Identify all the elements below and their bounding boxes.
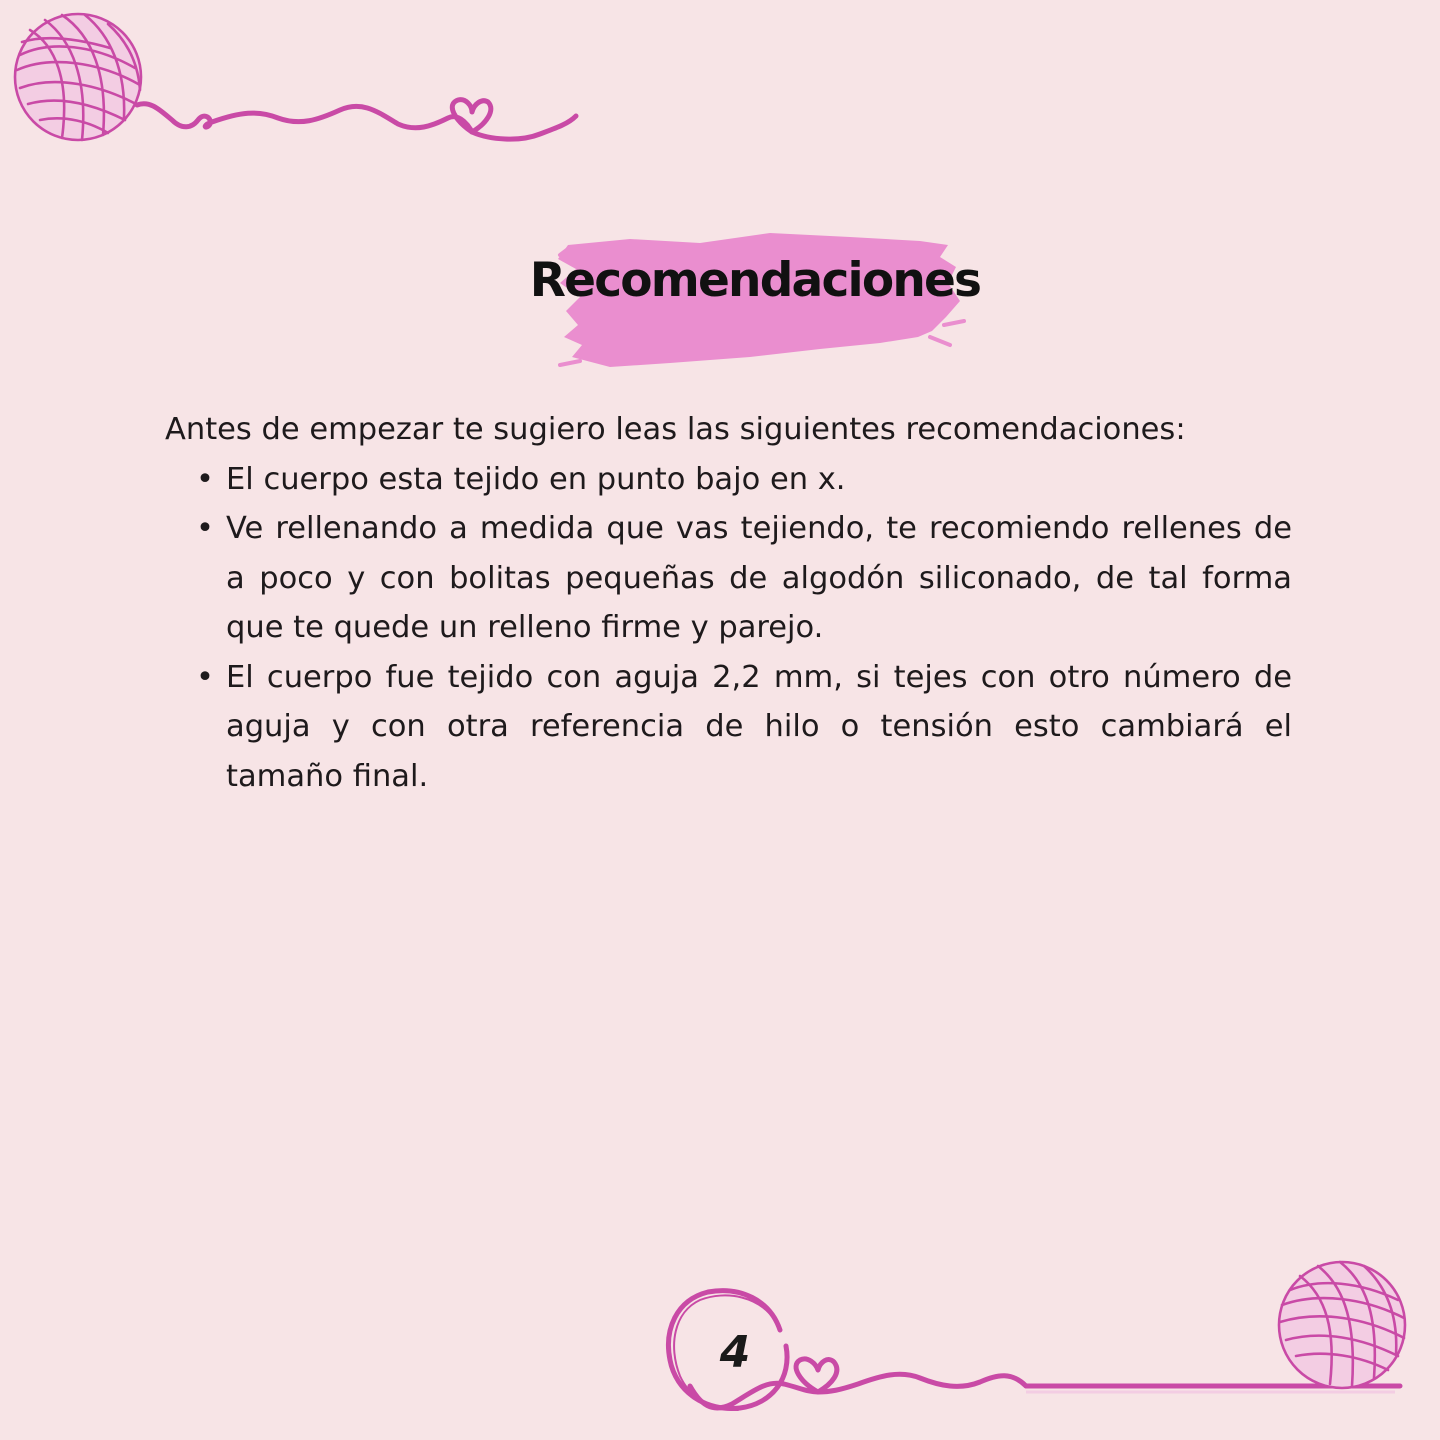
- list-item-text: El cuerpo esta tejido en punto bajo en x.: [226, 461, 846, 497]
- page-title: Recomendaciones: [529, 253, 981, 308]
- bullet-icon: •: [196, 659, 214, 695]
- list-item-text: Ve rellenando a medida que vas tejiendo, te recomiendo rellenes de a poco y con bolitas pequeñas de algodón siliconado, de tal forma que te quede un relleno firme y parejo.: [226, 511, 1292, 645]
- yarn-ball-icon: [1279, 1262, 1405, 1388]
- list-item-text: El cuerpo fue tejido con aguja 2,2 mm, si tejes con otro número de aguja y con otra referencia de hilo o tensión esto cambiará el tamaño final.: [226, 659, 1292, 794]
- page-number: 4: [719, 1327, 751, 1378]
- intro-text: Antes de empezar te sugiero leas las siguientes recomendaciones:: [165, 412, 1186, 447]
- bullet-icon: •: [196, 461, 214, 497]
- bullet-icon: •: [196, 511, 214, 546]
